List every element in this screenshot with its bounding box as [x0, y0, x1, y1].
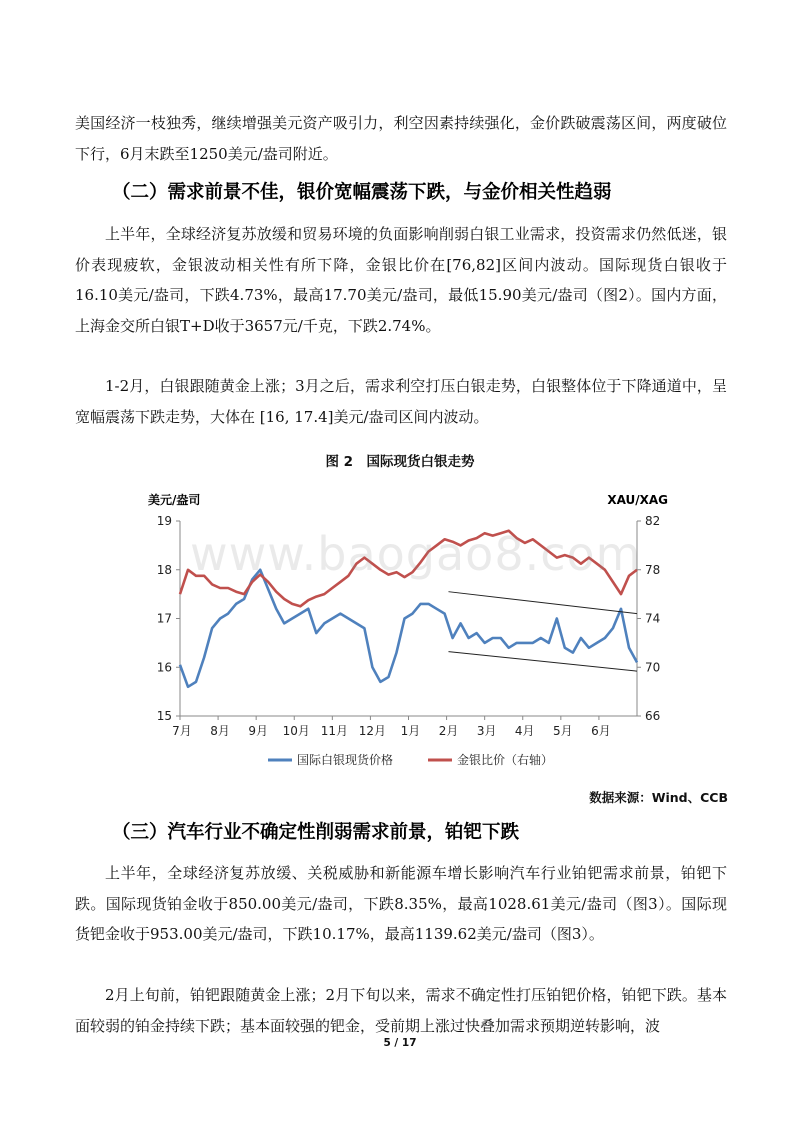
left-tick-label: 15 [156, 709, 172, 723]
watermark: www.baogao8.com [190, 527, 642, 581]
section-heading-pgm: （三）汽车行业不确定性削弱需求前景，铂钯下跌 [112, 822, 520, 843]
x-tick-label: 7月 [172, 724, 192, 738]
x-tick-label: 3月 [476, 724, 497, 738]
x-tick-label: 9月 [248, 724, 268, 738]
left-axis-label: 美元/盎司 [148, 493, 201, 507]
data-source: 数据来源：Wind、CCB [589, 790, 728, 805]
right-tick-label: 74 [645, 611, 661, 626]
figure-title: 图 2 国际现货白银走势 [325, 454, 475, 470]
left-tick-label: 19 [156, 514, 172, 528]
page-number: 5 / 17 [383, 1037, 417, 1049]
paragraph-pgm-trend: 2月上旬前，铂钯跟随黄金上涨；2月下旬以来，需求不确定性打压铂钯价格，铂钯下跌。基本面较弱的铂金持续下跌；基本面较强的钯金，受前期上涨过快叠加需求预期逆转影响，波 [75, 986, 727, 1035]
right-tick-label: 78 [645, 562, 661, 577]
x-tick-label: 2月 [438, 724, 459, 738]
x-tick-label: 8月 [210, 724, 230, 738]
x-tick-label: 12月 [358, 724, 387, 738]
x-tick-label: 10月 [282, 724, 310, 738]
channel-upper-line [448, 592, 637, 614]
legend-label-ratio: 金银比价（右轴） [457, 753, 554, 767]
x-tick-label: 5月 [553, 724, 573, 738]
x-tick-label: 11月 [320, 724, 348, 738]
section-heading-silver: （二）需求前景不佳，银价宽幅震荡下跌，与金价相关性趋弱 [112, 182, 612, 203]
right-tick-label: 70 [645, 660, 661, 675]
right-tick-label: 66 [645, 709, 661, 723]
legend-label-silver: 国际白银现货价格 [297, 753, 394, 767]
paragraph-silver-overview: 上半年，全球经济复苏放缓和贸易环境的负面影响削弱白银工业需求，投资需求仍然低迷，银价表现疲软，金银波动相关性有所下降，金银比价在[76,82]区间内波动。国际现货白银收于16.10美元/盎司，下跌4.73%，最高17.70美元/盎司，最低15.90美元/盎司（图2）。国内方面，上海金交所白银T+D收于3657元/千克，下跌2.74%。 [75, 225, 727, 335]
x-tick-label: 4月 [514, 724, 535, 738]
paragraph-silver-trend: 1-2月，白银跟随黄金上涨；3月之后，需求利空打压白银走势，白银整体位于下降通道中，呈宽幅震荡下跌走势，大体在 [16, 17.4]美元/盎司区间内波动。 [75, 377, 727, 426]
paragraph-pgm-overview: 上半年，全球经济复苏放缓、关税威胁和新能源车增长影响汽车行业铂钯需求前景，铂钯下跌。国际现货铂金收于850.00美元/盎司，下跌8.35%，最高1028.61美元/盎司（图3）。国际现货钯金收于953.00美元/盎司，下跌10.17%，最高1139.62美元/盎司（图3）。 [75, 864, 727, 943]
right-axis-label: XAU/XAG [607, 493, 668, 507]
right-tick-label: 82 [645, 514, 661, 528]
x-tick-label: 6月 [591, 724, 611, 738]
channel-lower-line [448, 652, 637, 672]
x-tick-label: 1月 [400, 724, 421, 738]
left-tick-label: 17 [156, 611, 172, 626]
paragraph-gold-summary: 美国经济一枝独秀，继续增强美元资产吸引力，利空因素持续强化，金价跌破震荡区间，两度破位下行，6月末跌至1250美元/盎司附近。 [75, 114, 727, 163]
left-tick-label: 18 [156, 562, 172, 577]
left-tick-label: 16 [156, 660, 172, 675]
